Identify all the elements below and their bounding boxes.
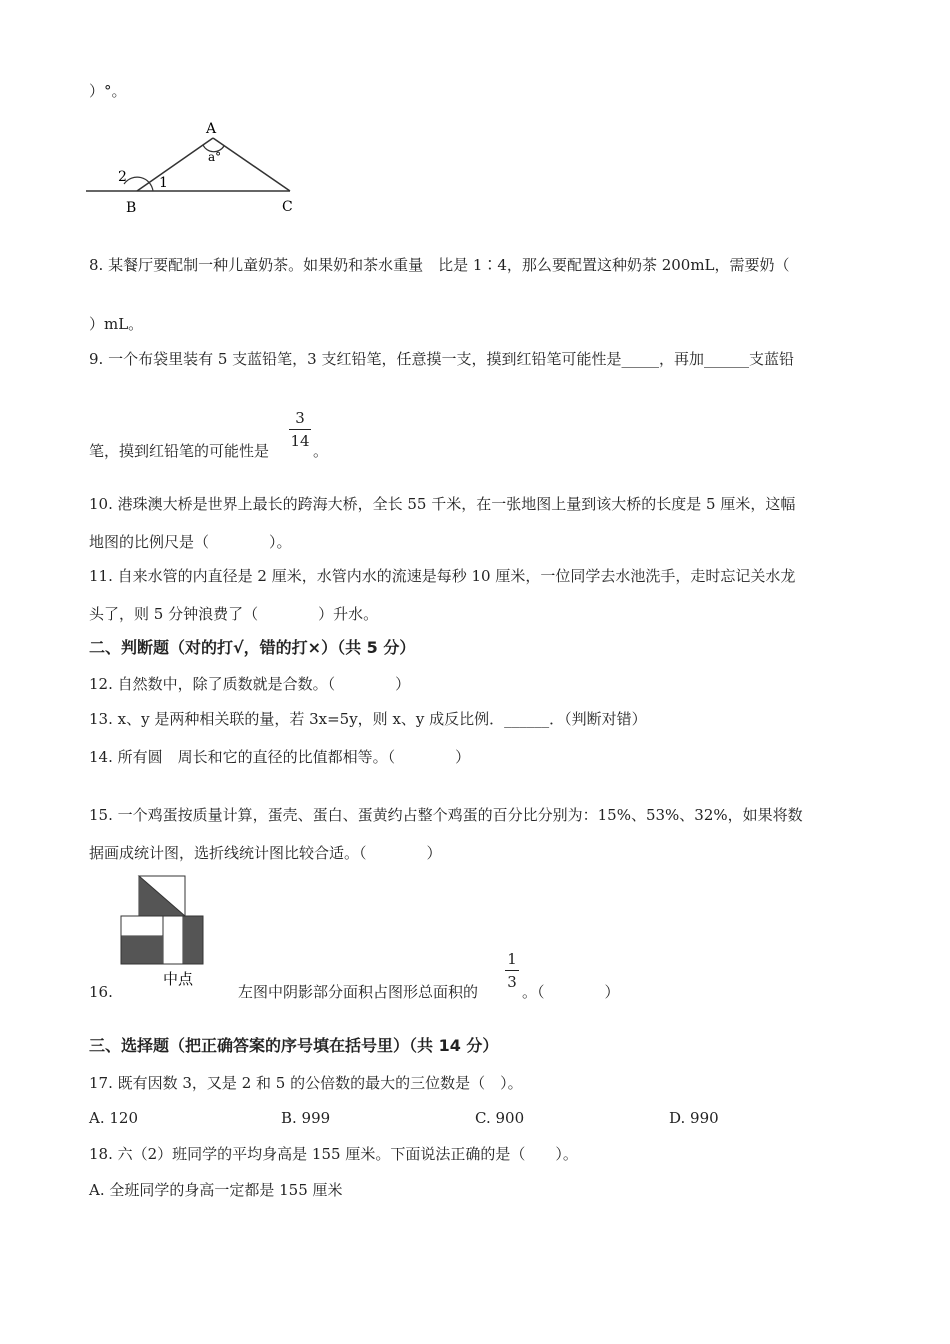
q15-line2: 据画成统计图，选折线统计图比较合适。（ ） xyxy=(89,844,442,862)
q9-line2-post: 。 xyxy=(313,442,329,460)
q16-fraction xyxy=(505,950,519,991)
angle-a-label: a° xyxy=(208,150,222,164)
q12: 12. 自然数中，除了质数就是合数。（ ） xyxy=(89,675,411,693)
vertex-a-label: A xyxy=(206,121,217,137)
q17-option-a: A. 120 xyxy=(89,1109,138,1127)
vertex-b-label: B xyxy=(126,200,137,216)
q16-pre: 左图中阴影部分面积占图形总面积的 xyxy=(238,983,479,1001)
q16-fraction-denominator: 3 xyxy=(507,973,517,991)
q9-line1: 9. 一个布袋里装有 5 支蓝铅笔，3 支红铅笔，任意摸一支，摸到红铅笔可能性是_____，再加______支蓝铅 xyxy=(89,350,794,368)
q7-tail: ）°。 xyxy=(89,82,127,100)
q17-option-c: C. 900 xyxy=(475,1109,525,1127)
q17-option-d: D. 990 xyxy=(669,1109,719,1127)
midpoint-label: 中点 xyxy=(163,970,194,988)
angle-1-label: 1 xyxy=(159,175,168,191)
q16-fraction-numerator: 1 xyxy=(507,950,517,968)
q15-line1: 15. 一个鸡蛋按质量计算，蛋壳、蛋白、蛋黄约占整个鸡蛋的百分比分别为：15%、53%、32%，如果将数 xyxy=(89,806,803,824)
angle-2-label: 2 xyxy=(118,169,127,185)
section-2-heading: 二、判断题（对的打√，错的打×）（共 5 分） xyxy=(89,638,416,657)
q17: 17. 既有因数 3，又是 2 和 5 的公倍数的最大的三位数是（ ）。 xyxy=(89,1074,523,1092)
q9-line2-pre: 笔，摸到红铅笔的可能性是 xyxy=(89,442,270,460)
q16-post: 。（ ） xyxy=(522,983,620,1001)
q8-line1: 8. 某餐厅要配制一种儿童奶茶。如果奶和茶水重量 比是 1∶4，那么要配置这种奶茶 200mL，需要奶（ xyxy=(89,256,790,274)
q10-line1: 10. 港珠澳大桥是世界上最长的跨海大桥，全长 55 千米，在一张地图上量到该大桥的长度是 5 厘米，这幅 xyxy=(89,495,796,513)
q14: 14. 所有圆 周长和它的直径的比值都相等。（ ） xyxy=(89,748,471,766)
q18: 18. 六（2）班同学的平均身高是 155 厘米。下面说法正确的是（ ）。 xyxy=(89,1145,578,1163)
q9-fraction-denominator: 14 xyxy=(290,432,310,450)
q18-option-a: A. 全班同学的身高一定都是 155 厘米 xyxy=(89,1181,343,1199)
q13: 13. x、y 是两种相关联的量，若 3x=5y，则 x、y 成反比例．______．（判断对错） xyxy=(89,710,647,728)
q17-option-b: B. 999 xyxy=(281,1109,331,1127)
vertex-c-label: C xyxy=(282,199,293,215)
q9-fraction-numerator: 3 xyxy=(295,409,305,427)
q8-line2: ）mL。 xyxy=(89,315,144,333)
q11-line1: 11. 自来水管的内直径是 2 厘米，水管内水的流速是每秒 10 厘米，一位同学去水池洗手，走时忘记关水龙 xyxy=(89,567,796,585)
q10-line2: 地图的比例尺是（ ）。 xyxy=(89,533,292,551)
section-3-heading: 三、选择题（把正确答案的序号填在括号里）（共 14 分） xyxy=(89,1036,499,1055)
q11-line2: 头了，则 5 分钟浪费了（ ）升水。 xyxy=(89,605,379,623)
q16-number: 16. xyxy=(89,983,113,1001)
